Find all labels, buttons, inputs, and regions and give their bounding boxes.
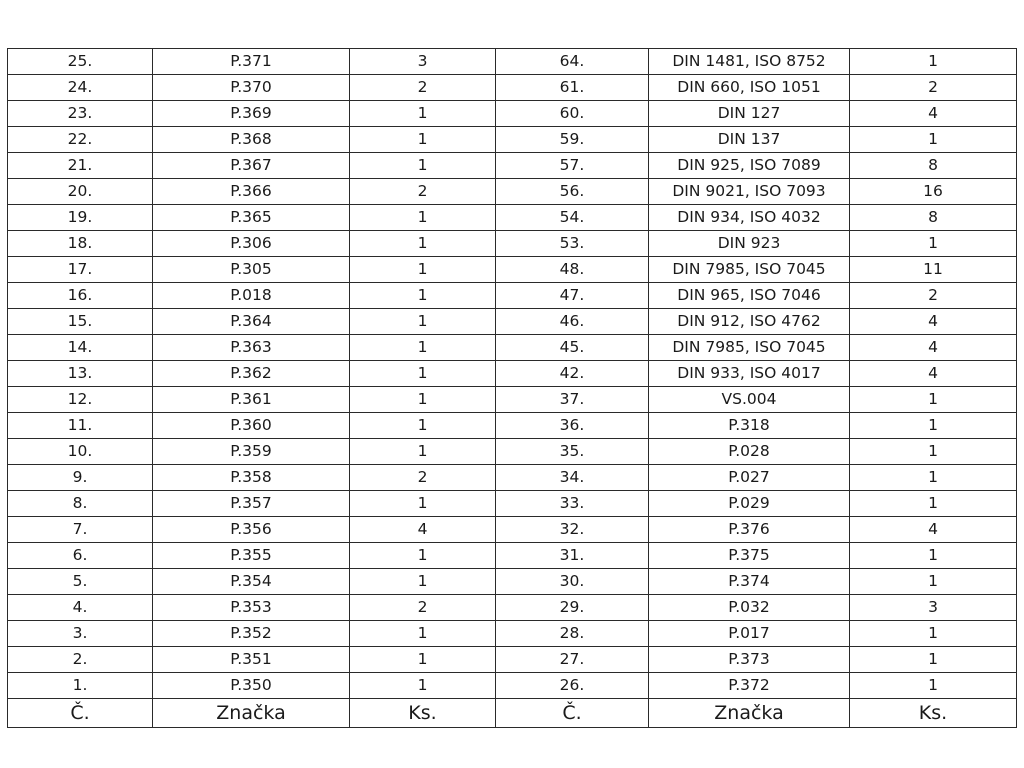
table-row [8, 361, 1017, 387]
item-number-cell: 22. [8, 127, 153, 153]
table-row [8, 673, 1017, 699]
parts-list-table [7, 48, 1017, 728]
item-quantity-cell: 11 [850, 257, 1017, 283]
item-mark-cell: P.365 [153, 205, 350, 231]
item-mark-cell: P.364 [153, 309, 350, 335]
item-mark-cell: P.375 [649, 543, 850, 569]
item-mark-cell: P.368 [153, 127, 350, 153]
item-number-cell: 45. [496, 335, 649, 361]
table-row [8, 205, 1017, 231]
item-quantity-cell: 16 [850, 179, 1017, 205]
item-number-cell: 34. [496, 465, 649, 491]
item-number-cell: 18. [8, 231, 153, 257]
column-header-mark: Značka [153, 699, 350, 728]
table-row [8, 465, 1017, 491]
item-mark-cell: P.029 [649, 491, 850, 517]
column-header-quantity: Ks. [350, 699, 496, 728]
item-number-cell: 60. [496, 101, 649, 127]
item-number-cell: 42. [496, 361, 649, 387]
table-row [8, 647, 1017, 673]
table-row [8, 153, 1017, 179]
item-number-cell: 26. [496, 673, 649, 699]
item-mark-cell: DIN 965, ISO 7046 [649, 283, 850, 309]
item-quantity-cell: 2 [350, 595, 496, 621]
table-row [8, 127, 1017, 153]
item-quantity-cell: 4 [850, 517, 1017, 543]
item-number-cell: 7. [8, 517, 153, 543]
item-mark-cell: P.032 [649, 595, 850, 621]
item-number-cell: 15. [8, 309, 153, 335]
item-number-cell: 37. [496, 387, 649, 413]
item-mark-cell: P.366 [153, 179, 350, 205]
item-quantity-cell: 3 [850, 595, 1017, 621]
item-quantity-cell: 1 [350, 543, 496, 569]
item-number-cell: 9. [8, 465, 153, 491]
item-number-cell: 24. [8, 75, 153, 101]
table-row [8, 101, 1017, 127]
item-number-cell: 11. [8, 413, 153, 439]
item-mark-cell: DIN 912, ISO 4762 [649, 309, 850, 335]
item-mark-cell: P.360 [153, 413, 350, 439]
item-quantity-cell: 4 [350, 517, 496, 543]
item-quantity-cell: 8 [850, 153, 1017, 179]
item-mark-cell: P.361 [153, 387, 350, 413]
item-number-cell: 53. [496, 231, 649, 257]
item-number-cell: 29. [496, 595, 649, 621]
item-mark-cell: P.017 [649, 621, 850, 647]
item-mark-cell: P.372 [649, 673, 850, 699]
item-mark-cell: P.028 [649, 439, 850, 465]
item-quantity-cell: 1 [850, 465, 1017, 491]
item-quantity-cell: 4 [850, 101, 1017, 127]
item-number-cell: 46. [496, 309, 649, 335]
table-row [8, 543, 1017, 569]
item-mark-cell: P.370 [153, 75, 350, 101]
item-mark-cell: P.355 [153, 543, 350, 569]
item-number-cell: 12. [8, 387, 153, 413]
item-quantity-cell: 4 [850, 361, 1017, 387]
item-quantity-cell: 1 [850, 569, 1017, 595]
item-quantity-cell: 1 [850, 621, 1017, 647]
item-number-cell: 57. [496, 153, 649, 179]
table-row [8, 75, 1017, 101]
table-row [8, 257, 1017, 283]
item-number-cell: 16. [8, 283, 153, 309]
item-mark-cell: P.356 [153, 517, 350, 543]
item-mark-cell: P.305 [153, 257, 350, 283]
item-quantity-cell: 1 [850, 673, 1017, 699]
item-quantity-cell: 2 [350, 465, 496, 491]
item-mark-cell: P.376 [649, 517, 850, 543]
item-quantity-cell: 1 [850, 491, 1017, 517]
item-number-cell: 17. [8, 257, 153, 283]
item-mark-cell: P.371 [153, 49, 350, 75]
item-mark-cell: DIN 137 [649, 127, 850, 153]
item-mark-cell: DIN 7985, ISO 7045 [649, 257, 850, 283]
item-quantity-cell: 1 [850, 127, 1017, 153]
item-mark-cell: DIN 127 [649, 101, 850, 127]
item-mark-cell: P.353 [153, 595, 350, 621]
item-number-cell: 14. [8, 335, 153, 361]
item-quantity-cell: 1 [850, 231, 1017, 257]
item-mark-cell: P.352 [153, 621, 350, 647]
item-number-cell: 19. [8, 205, 153, 231]
item-mark-cell: P.369 [153, 101, 350, 127]
item-quantity-cell: 1 [350, 283, 496, 309]
item-quantity-cell: 1 [850, 543, 1017, 569]
table-row [8, 517, 1017, 543]
item-mark-cell: P.318 [649, 413, 850, 439]
table-row [8, 595, 1017, 621]
item-quantity-cell: 1 [350, 231, 496, 257]
item-quantity-cell: 1 [350, 387, 496, 413]
item-mark-cell: P.350 [153, 673, 350, 699]
item-number-cell: 5. [8, 569, 153, 595]
item-mark-cell: P.027 [649, 465, 850, 491]
item-number-cell: 33. [496, 491, 649, 517]
item-number-cell: 23. [8, 101, 153, 127]
table-row [8, 309, 1017, 335]
item-quantity-cell: 1 [850, 387, 1017, 413]
item-quantity-cell: 1 [850, 647, 1017, 673]
item-mark-cell: P.359 [153, 439, 350, 465]
item-mark-cell: DIN 660, ISO 1051 [649, 75, 850, 101]
item-number-cell: 2. [8, 647, 153, 673]
item-mark-cell: DIN 1481, ISO 8752 [649, 49, 850, 75]
item-number-cell: 8. [8, 491, 153, 517]
item-number-cell: 30. [496, 569, 649, 595]
item-mark-cell: P.374 [649, 569, 850, 595]
item-mark-cell: P.354 [153, 569, 350, 595]
item-number-cell: 36. [496, 413, 649, 439]
column-header-mark-2: Značka [649, 699, 850, 728]
item-quantity-cell: 1 [350, 257, 496, 283]
item-number-cell: 6. [8, 543, 153, 569]
item-quantity-cell: 1 [850, 439, 1017, 465]
item-number-cell: 25. [8, 49, 153, 75]
item-quantity-cell: 1 [350, 361, 496, 387]
column-header-number: Č. [8, 699, 153, 728]
item-quantity-cell: 1 [350, 621, 496, 647]
item-number-cell: 48. [496, 257, 649, 283]
item-number-cell: 3. [8, 621, 153, 647]
table-row [8, 49, 1017, 75]
item-quantity-cell: 1 [850, 413, 1017, 439]
parts-table-body [8, 49, 1017, 699]
item-quantity-cell: 4 [850, 309, 1017, 335]
item-quantity-cell: 1 [350, 101, 496, 127]
item-mark-cell: P.306 [153, 231, 350, 257]
item-mark-cell: P.367 [153, 153, 350, 179]
table-row [8, 387, 1017, 413]
item-number-cell: 27. [496, 647, 649, 673]
item-mark-cell: DIN 933, ISO 4017 [649, 361, 850, 387]
item-quantity-cell: 8 [850, 205, 1017, 231]
item-quantity-cell: 1 [350, 413, 496, 439]
item-number-cell: 31. [496, 543, 649, 569]
item-number-cell: 59. [496, 127, 649, 153]
item-number-cell: 1. [8, 673, 153, 699]
item-number-cell: 32. [496, 517, 649, 543]
item-mark-cell: P.373 [649, 647, 850, 673]
item-number-cell: 56. [496, 179, 649, 205]
item-quantity-cell: 1 [850, 49, 1017, 75]
table-row [8, 621, 1017, 647]
item-mark-cell: P.362 [153, 361, 350, 387]
item-quantity-cell: 1 [350, 569, 496, 595]
item-mark-cell: P.018 [153, 283, 350, 309]
item-number-cell: 35. [496, 439, 649, 465]
item-mark-cell: P.357 [153, 491, 350, 517]
item-mark-cell: DIN 9021, ISO 7093 [649, 179, 850, 205]
column-header-number-2: Č. [496, 699, 649, 728]
item-number-cell: 20. [8, 179, 153, 205]
table-row [8, 179, 1017, 205]
item-quantity-cell: 1 [350, 127, 496, 153]
item-quantity-cell: 4 [850, 335, 1017, 361]
item-mark-cell: P.351 [153, 647, 350, 673]
table-row [8, 335, 1017, 361]
table-row [8, 231, 1017, 257]
item-quantity-cell: 2 [850, 75, 1017, 101]
table-row [8, 439, 1017, 465]
item-number-cell: 64. [496, 49, 649, 75]
item-quantity-cell: 1 [350, 673, 496, 699]
item-mark-cell: P.358 [153, 465, 350, 491]
table-row [8, 283, 1017, 309]
item-number-cell: 54. [496, 205, 649, 231]
item-mark-cell: DIN 923 [649, 231, 850, 257]
item-quantity-cell: 1 [350, 205, 496, 231]
item-number-cell: 13. [8, 361, 153, 387]
item-mark-cell: P.363 [153, 335, 350, 361]
item-mark-cell: DIN 7985, ISO 7045 [649, 335, 850, 361]
item-number-cell: 4. [8, 595, 153, 621]
table-header-row [8, 699, 1017, 728]
item-quantity-cell: 1 [350, 153, 496, 179]
item-quantity-cell: 1 [350, 491, 496, 517]
item-quantity-cell: 3 [350, 49, 496, 75]
item-number-cell: 47. [496, 283, 649, 309]
item-mark-cell: DIN 925, ISO 7089 [649, 153, 850, 179]
item-quantity-cell: 2 [350, 75, 496, 101]
item-number-cell: 21. [8, 153, 153, 179]
item-number-cell: 28. [496, 621, 649, 647]
column-header-quantity-2: Ks. [850, 699, 1017, 728]
table-row [8, 491, 1017, 517]
item-quantity-cell: 1 [350, 335, 496, 361]
item-mark-cell: VS.004 [649, 387, 850, 413]
table-row [8, 569, 1017, 595]
item-number-cell: 10. [8, 439, 153, 465]
item-mark-cell: DIN 934, ISO 4032 [649, 205, 850, 231]
item-quantity-cell: 2 [350, 179, 496, 205]
item-quantity-cell: 2 [850, 283, 1017, 309]
item-quantity-cell: 1 [350, 439, 496, 465]
item-number-cell: 61. [496, 75, 649, 101]
item-quantity-cell: 1 [350, 647, 496, 673]
table-row [8, 413, 1017, 439]
item-quantity-cell: 1 [350, 309, 496, 335]
